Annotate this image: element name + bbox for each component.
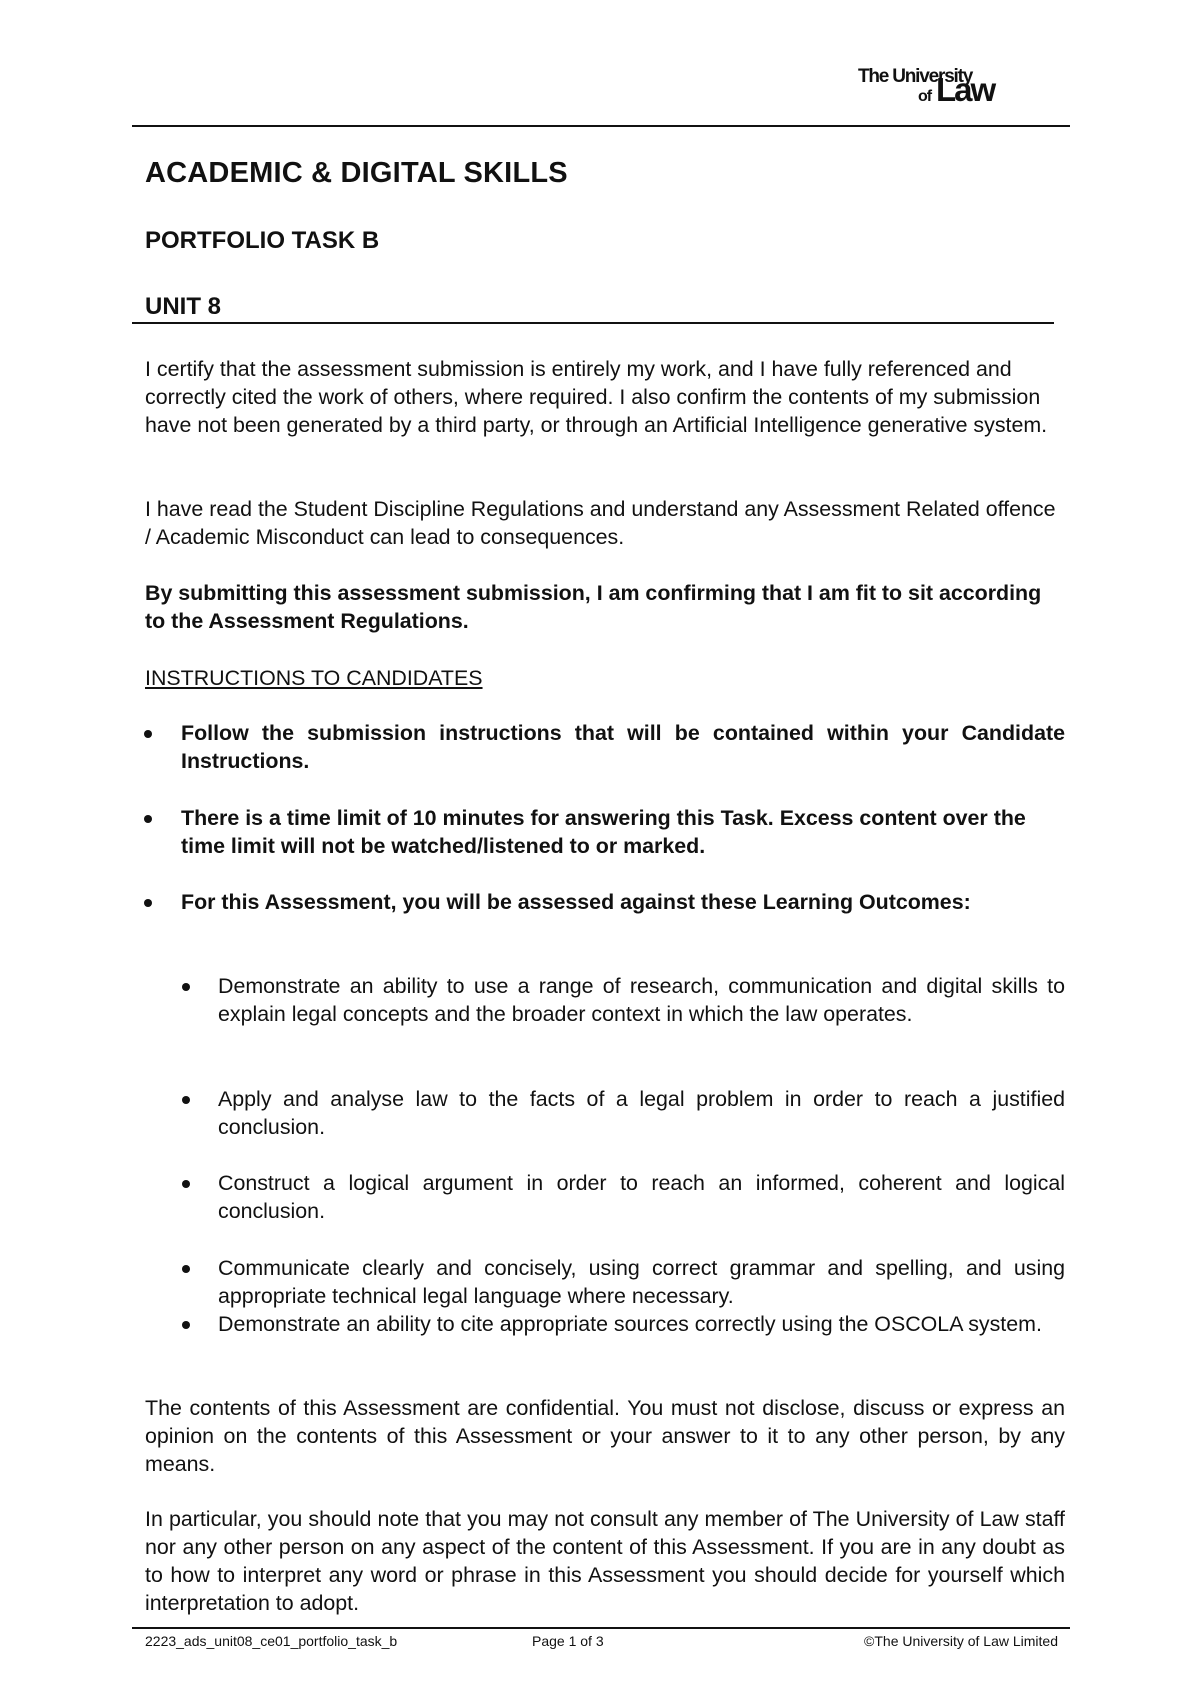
header-divider — [132, 125, 1070, 127]
learning-outcome-item: Communicate clearly and concisely, using correct grammar and spelling, and using appropriate technical legal language where necessary. — [182, 1254, 1065, 1310]
footer-divider — [132, 1627, 1070, 1629]
bullet-icon — [182, 1265, 190, 1273]
unit-heading: UNIT 8 — [145, 293, 222, 320]
instructions-heading: INSTRUCTIONS TO CANDIDATES — [145, 666, 483, 690]
logo-text-the-university: The University — [858, 66, 973, 87]
bullet-icon — [144, 815, 152, 823]
bullet-icon — [144, 730, 152, 738]
learning-outcome-item: Apply and analyse law to the facts of a legal problem in order to reach a justified conclusion. — [182, 1085, 1065, 1141]
instruction-bullet: For this Assessment, you will be assessed against these Learning Outcomes: — [145, 888, 1065, 916]
document-title: ACADEMIC & DIGITAL SKILLS — [145, 157, 568, 189]
footer-filename: 2223_ads_unit08_ce01_portfolio_task_b — [145, 1633, 398, 1649]
logo-text-of: of — [918, 88, 932, 105]
instruction-bullet: There is a time limit of 10 minutes for answering this Task. Excess content over the time limit will not be watched/listened to or marked. — [145, 804, 1065, 860]
unit-divider — [132, 322, 1054, 324]
logo-text-law: Law — [936, 71, 995, 108]
learning-outcome-item: Demonstrate an ability to cite appropriate sources correctly using the OSCOLA system. — [182, 1310, 1065, 1338]
bullet-icon — [182, 983, 190, 991]
instruction-bullet: Follow the submission instructions that will be contained within your Candidate Instructions. — [145, 719, 1065, 775]
bullet-icon — [182, 1321, 190, 1329]
fit-to-sit-statement: By submitting this assessment submission, I am confirming that I am fit to sit according to the Assessment Regulations. — [145, 581, 1042, 633]
certification-paragraph: I certify that the assessment submission is entirely my work, and I have fully referenced and correctly cited the work of others, where required. I also confirm the contents of my submission have not been generated by a third party, or through an Artificial Intelligence generative system. — [145, 357, 1048, 437]
footer-copyright: ©The University of Law Limited — [864, 1633, 1058, 1649]
bullet-icon — [144, 899, 152, 907]
confidentiality-paragraph: The contents of this Assessment are confidential. You must not disclose, discuss or express an opinion on the contents of this Assessment or your answer to it to any other person, by any means. — [145, 1396, 1065, 1476]
footer-page-number: Page 1 of 3 — [532, 1633, 604, 1649]
regulations-paragraph: I have read the Student Discipline Regulations and understand any Assessment Related offence / Academic Misconduct can lead to consequences. — [145, 497, 1056, 549]
document-subtitle: PORTFOLIO TASK B — [145, 227, 380, 254]
bullet-icon — [182, 1096, 190, 1104]
bullet-icon — [182, 1180, 190, 1188]
consultation-paragraph: In particular, you should note that you may not consult any member of The University of Law staff nor any other person on any aspect of the content of this Assessment. If you are in any doubt as to how to interpret any word or phrase in this Assessment you should decide for yourself which interpretation to adopt. — [145, 1507, 1065, 1615]
university-logo — [858, 64, 1058, 108]
learning-outcome-item: Construct a logical argument in order to reach an informed, coherent and logical conclusion. — [182, 1169, 1065, 1225]
learning-outcome-item: Demonstrate an ability to use a range of research, communication and digital skills to explain legal concepts and the broader context in which the law operates. — [182, 972, 1065, 1028]
